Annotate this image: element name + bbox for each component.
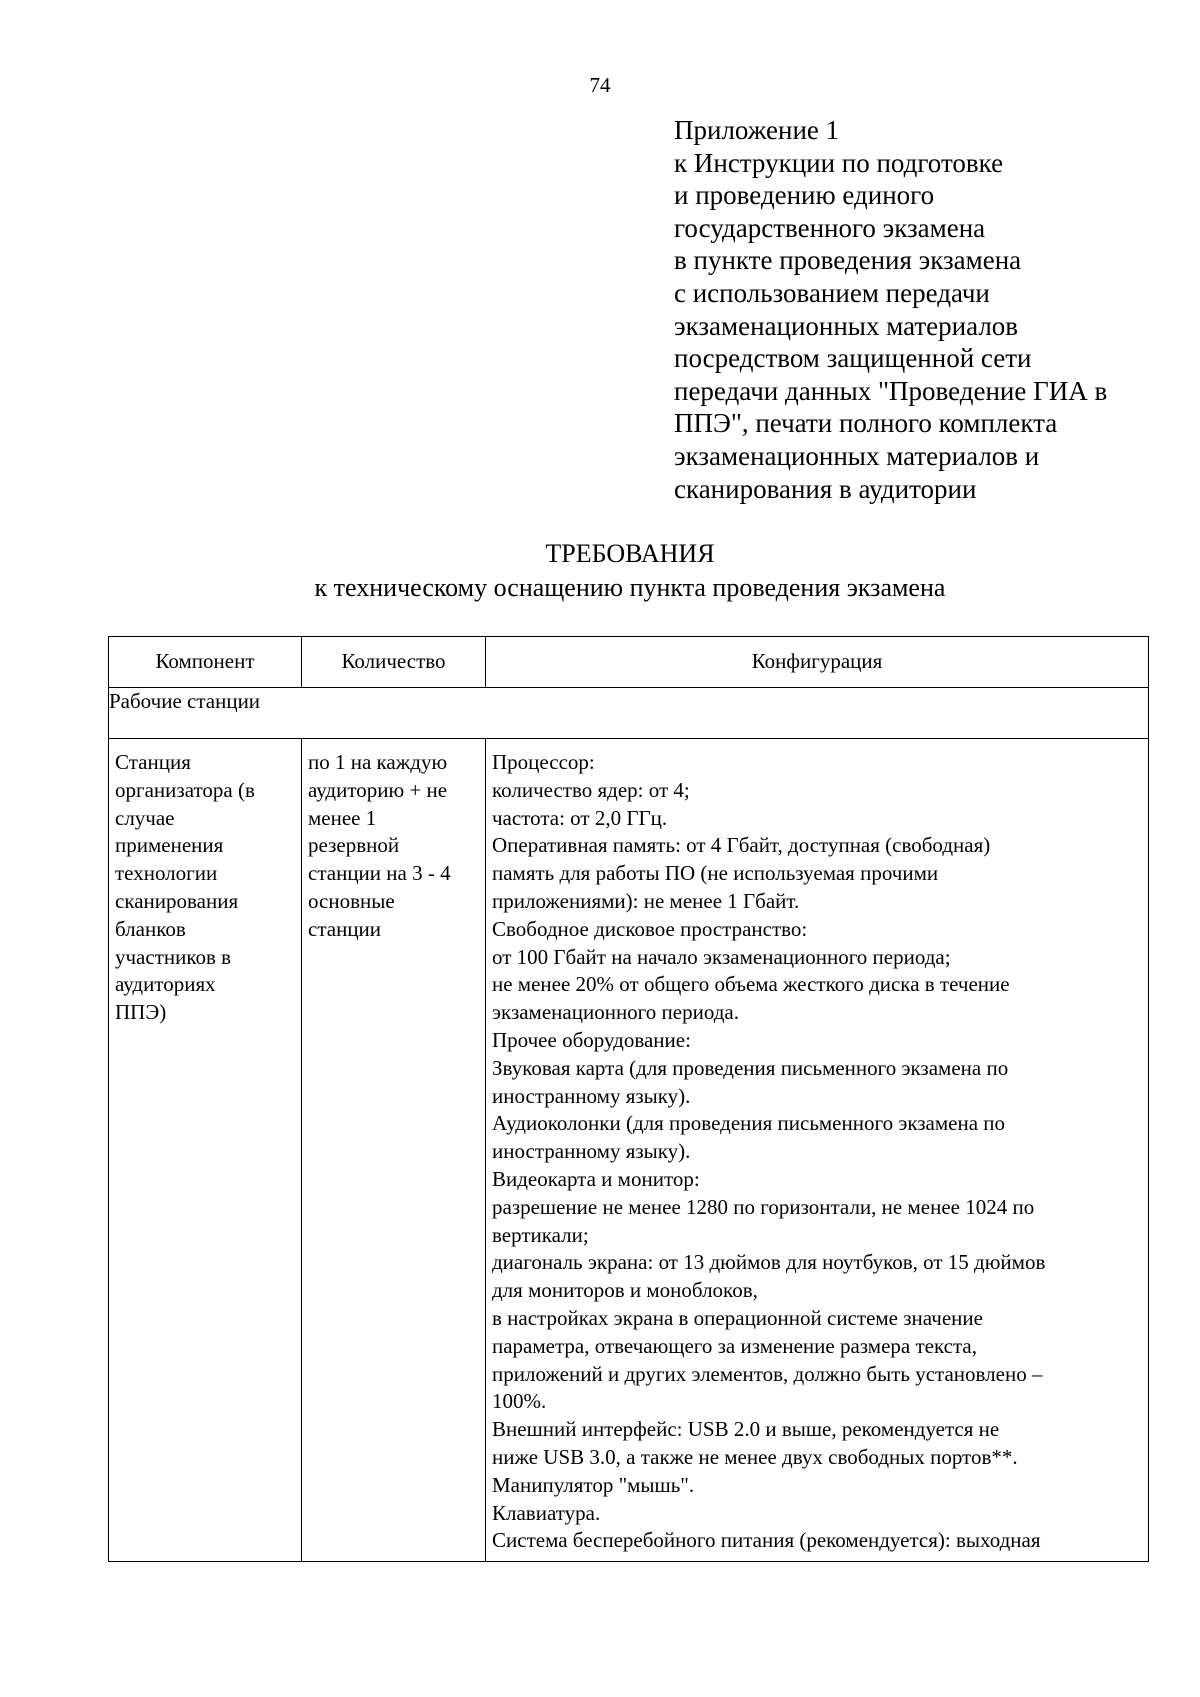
appendix-line: сканирования в аудитории (674, 473, 977, 504)
configuration-line: Клавиатура. (492, 1500, 601, 1525)
configuration-line: Свободное дисковое пространство: (492, 916, 808, 941)
appendix-line: и проведению единого (674, 180, 935, 211)
configuration-line: ниже USB 3.0, а также не менее двух свободных портов**. (492, 1444, 1018, 1469)
component-line: технологии (115, 861, 218, 886)
configuration-line: Видеокарта и монитор: (492, 1166, 700, 1191)
document-subtitle: к техническому оснащению пункта проведения экзамена (314, 573, 946, 602)
header-component: Компонент (109, 637, 302, 688)
header-quantity: Количество (302, 637, 486, 688)
appendix-line: экзаменационных материалов и (674, 440, 1040, 471)
component-line: применения (115, 833, 224, 858)
appendix-line: в пункте проведения экзамена (674, 245, 1022, 276)
quantity-cell (302, 739, 486, 1562)
appendix-line: государственного экзамена (674, 212, 986, 243)
configuration-line: Звуковая карта (для проведения письменного экзамена по (492, 1055, 1009, 1080)
quantity-line: менее 1 (308, 805, 377, 830)
component-line: ППЭ) (115, 1000, 167, 1025)
configuration-line: в настройках экрана в операционной системе значение (492, 1305, 983, 1330)
table-header-row (109, 637, 1149, 688)
component-cell (109, 739, 302, 1562)
table-row (109, 739, 1149, 1562)
section-label: Рабочие станции (109, 688, 1149, 739)
configuration-line: диагональ экрана: от 13 дюймов для ноутбуков, от 15 дюймов (492, 1250, 1046, 1275)
configuration-line: приложений и других элементов, должно быть установлено – (492, 1361, 1043, 1386)
header-configuration: Конфигурация (486, 637, 1149, 688)
requirements-table (108, 636, 1149, 1562)
configuration-line: разрешение не менее 1280 по горизонтали, не менее 1024 по (492, 1194, 1035, 1219)
configuration-cell (486, 739, 1149, 1562)
component-line: Станция (115, 750, 191, 774)
component-line: организатора (в (115, 777, 255, 802)
configuration-line: Система бесперебойного питания (рекомендуется): выходная (492, 1528, 1041, 1553)
configuration-line: Процессор: (492, 750, 595, 774)
configuration-line: для мониторов и моноблоков, (492, 1278, 758, 1303)
component-line: бланков (115, 916, 186, 941)
configuration-line: от 100 Гбайт на начало экзаменационного периода; (492, 944, 951, 969)
appendix-line: посредством защищенной сети (674, 343, 1032, 374)
configuration-line: Прочее оборудование: (492, 1027, 691, 1052)
appendix-line: передачи данных "Проведение ГИА в (674, 375, 1108, 406)
quantity-line: аудиторию + не (308, 777, 448, 802)
configuration-line: не менее 20% от общего объема жесткого диска в течение (492, 972, 1010, 997)
appendix-line: к Инструкции по подготовке (674, 147, 1004, 178)
configuration-line: частота: от 2,0 ГГц. (492, 805, 668, 830)
configuration-line: Внешний интерфейс: USB 2.0 и выше, рекомендуется не (492, 1417, 1000, 1442)
configuration-line: экзаменационного периода. (492, 1000, 739, 1025)
configuration-line: иностранному языку). (492, 1139, 691, 1164)
quantity-line: станции (308, 916, 382, 941)
page-number: 74 (589, 73, 611, 97)
configuration-line: приложениями): не менее 1 Гбайт. (492, 888, 800, 913)
component-line: сканирования (115, 888, 239, 913)
configuration-line: Аудиоколонки (для проведения письменного экзамена по (492, 1111, 1006, 1136)
appendix-line: с использованием передачи (674, 277, 990, 308)
component-line: случае (115, 805, 175, 830)
quantity-line: станции на 3 - 4 (308, 861, 451, 886)
quantity-line: резервной (308, 833, 400, 858)
appendix-line: Приложение 1 (674, 115, 840, 145)
table-section-row (109, 688, 1149, 739)
configuration-line: Оперативная память: от 4 Гбайт, доступная (свободная) (492, 833, 991, 858)
quantity-line: по 1 на каждую (308, 750, 448, 774)
configuration-line: количество ядер: от 4; (492, 777, 690, 802)
configuration-line: 100%. (492, 1389, 547, 1414)
configuration-line: параметра, отвечающего за изменение размера текста, (492, 1333, 977, 1358)
component-line: участников в (115, 944, 232, 969)
configuration-line: Манипулятор "мышь". (492, 1472, 695, 1497)
document-title: ТРЕБОВАНИЯ (545, 539, 715, 568)
configuration-line: память для работы ПО (не используемая прочими (492, 861, 939, 886)
configuration-line: иностранному языку). (492, 1083, 691, 1108)
component-line: аудиториях (115, 972, 216, 997)
appendix-line: ППЭ", печати полного комплекта (674, 408, 1058, 439)
configuration-line: вертикали; (492, 1222, 589, 1247)
appendix-line: экзаменационных материалов (674, 310, 1019, 341)
appendix-note (674, 114, 1174, 505)
quantity-line: основные (308, 888, 395, 913)
